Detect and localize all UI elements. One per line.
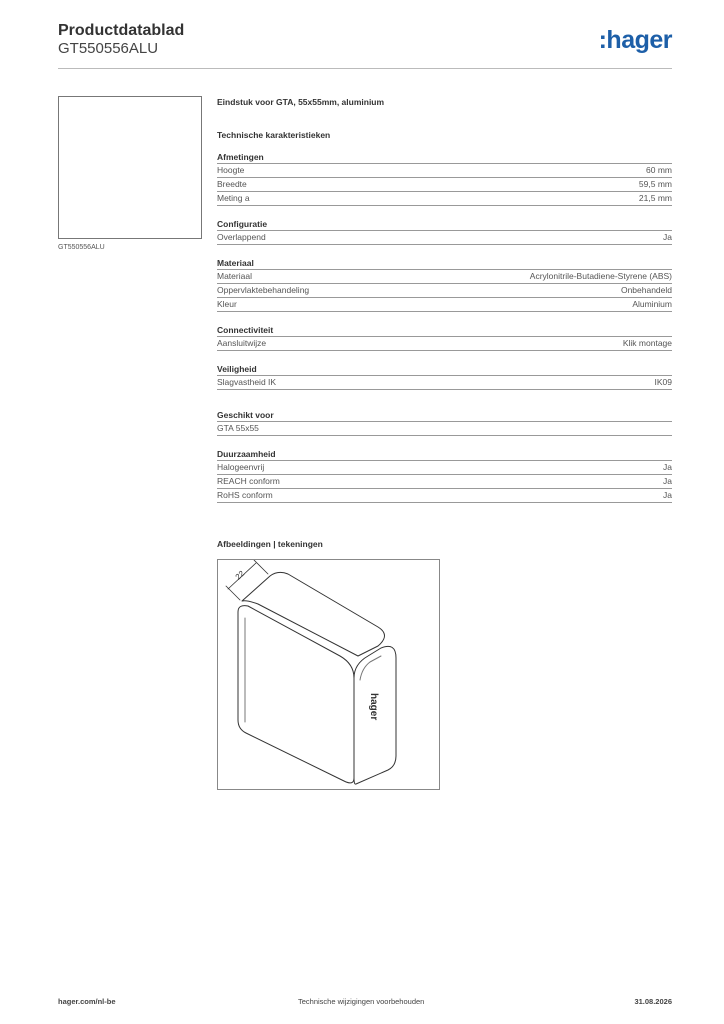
- header-title: Productdatablad: [58, 22, 185, 39]
- thumbnail-caption: GT550556ALU: [58, 244, 105, 251]
- spec-row: [217, 489, 672, 503]
- dimension-label: 22: [233, 569, 247, 582]
- section-geschikt-voor: [217, 408, 672, 436]
- product-thumbnail: [58, 96, 202, 239]
- section-veiligheid: [217, 362, 672, 390]
- spec-row: [217, 298, 672, 312]
- spec-value: 60 mm: [646, 165, 672, 175]
- spec-row: [217, 461, 672, 475]
- spec-row: [217, 337, 672, 351]
- section-connectiviteit: [217, 323, 672, 351]
- spec-row: [217, 376, 672, 390]
- spec-value: Ja: [663, 232, 672, 242]
- section-title: Duurzaamheid: [217, 447, 672, 461]
- spec-value: IK09: [654, 377, 672, 387]
- spec-label: Overlappend: [217, 232, 266, 242]
- spec-label: Hoogte: [217, 165, 245, 175]
- technical-characteristics-title: Technische karakteristieken: [217, 130, 331, 140]
- spec-value: Ja: [663, 462, 672, 472]
- section-materiaal: [217, 256, 672, 312]
- spec-value: 59,5 mm: [638, 179, 672, 189]
- technical-drawing-frame: [217, 559, 440, 790]
- header-divider: [58, 68, 672, 69]
- spec-value: Acrylonitrile-Butadiene-Styrene (ABS): [529, 271, 672, 281]
- spec-row: [217, 475, 672, 489]
- footer-notice: Technische wijzigingen voorbehouden: [298, 997, 425, 1006]
- spec-label: Kleur: [217, 299, 237, 309]
- spec-label: Materiaal: [217, 271, 252, 281]
- spec-label: Oppervlaktebehandeling: [217, 285, 310, 295]
- brand-mark: hager: [368, 693, 379, 721]
- spec-value: 21,5 mm: [638, 193, 672, 203]
- spec-label: Meting a: [217, 193, 250, 203]
- spec-row: [217, 422, 672, 436]
- spec-label: Slagvastheid IK: [217, 377, 277, 387]
- section-configuratie: [217, 217, 672, 245]
- section-title: Afmetingen: [217, 150, 672, 164]
- section-title: Configuratie: [217, 217, 672, 231]
- spec-label: REACH conform: [217, 476, 280, 486]
- section-title: Materiaal: [217, 256, 672, 270]
- spec-row: [217, 284, 672, 298]
- section-title: Veiligheid: [217, 362, 672, 376]
- end-cap-drawing: [218, 560, 439, 789]
- hager-logo: :hager: [598, 26, 672, 54]
- section-title: Connectiviteit: [217, 323, 672, 337]
- spec-value: Ja: [663, 476, 672, 486]
- spec-label: Halogeenvrij: [217, 462, 265, 472]
- spec-row: [217, 231, 672, 245]
- footer-website-link[interactable]: hager.com/nl-be: [58, 997, 116, 1006]
- section-duurzaamheid: [217, 447, 672, 503]
- spec-row: [217, 178, 672, 192]
- spec-label: Aansluitwijze: [217, 338, 267, 348]
- spec-value: Onbehandeld: [620, 285, 672, 295]
- spec-row: [217, 192, 672, 206]
- drawings-title: Afbeeldingen | tekeningen: [217, 539, 323, 549]
- specs-content: [217, 95, 672, 503]
- footer-date: 31.08.2026: [634, 997, 672, 1006]
- product-description: Eindstuk voor GTA, 55x55mm, aluminium: [217, 97, 385, 107]
- spec-value: Klik montage: [622, 338, 672, 348]
- section-title: Geschikt voor: [217, 408, 672, 422]
- spec-label: RoHS conform: [217, 490, 273, 500]
- spec-label: GTA 55x55: [217, 423, 259, 433]
- spec-label: Breedte: [217, 179, 247, 189]
- spec-row: [217, 270, 672, 284]
- section-afmetingen: [217, 150, 672, 206]
- spec-value: Aluminium: [632, 299, 672, 309]
- header-product-code: GT550556ALU: [58, 40, 159, 57]
- spec-row: [217, 164, 672, 178]
- spec-value: Ja: [663, 490, 672, 500]
